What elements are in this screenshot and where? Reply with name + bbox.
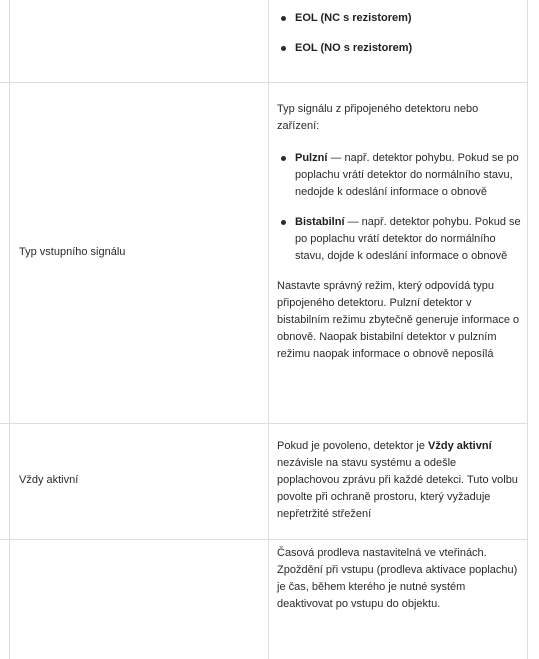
- bullet-desc: — např. detektor pohybu. Pokud se po poplachu vrátí detektor do normálního stavu, nedojde k odeslání informace o obnově: [295, 152, 519, 198]
- row-description: [277, 438, 521, 523]
- bullet-term: Pulzní: [295, 152, 328, 164]
- list-item: [277, 150, 521, 201]
- text-segment: Pokud je povoleno, detektor je: [277, 440, 429, 452]
- table-border-left: [9, 0, 10, 659]
- bullet-term: Bistabilní: [295, 216, 345, 228]
- text-segment: nezávisle na stavu systému a odešle poplachovou zprávu při každé detekci. Tuto volbu povolte při ochraně prostoru, který vyžaduje nepřetržité střežení: [277, 457, 518, 520]
- row-eol-options: [277, 10, 521, 57]
- description-text: [277, 438, 521, 523]
- bullet-term: EOL (NO s rezistorem): [295, 42, 413, 54]
- row-divider: [0, 539, 527, 540]
- column-divider: [268, 0, 269, 659]
- row-divider: [0, 423, 527, 424]
- list-item: [277, 40, 521, 57]
- row-label: Vždy aktivní: [19, 474, 79, 486]
- bullet-desc: — např. detektor pohybu. Pokud se po poplachu vrátí detektor do normálního stavu, dojde k odeslání informace o obnově: [295, 216, 521, 262]
- table-border-right: [527, 0, 528, 659]
- description-intro: Typ signálu z připojeného detektoru nebo zařízení:: [277, 103, 479, 132]
- row-description: [277, 101, 521, 363]
- bullet-term: EOL (NC s rezistorem): [295, 12, 412, 24]
- bullet-list: [277, 10, 521, 57]
- description-text: Časová prodleva nastavitelná ve vteřinách. Zpoždění při vstupu (prodleva aktivace poplachu) je čas, během kterého je nutné systém deaktivovat po vstupu do objektu.: [277, 547, 518, 610]
- row-description: [277, 545, 521, 613]
- bullet-list: [277, 150, 521, 265]
- row-divider: [0, 82, 527, 83]
- list-item: [277, 10, 521, 27]
- list-item: [277, 214, 521, 265]
- description-note: Nastavte správný režim, který odpovídá typu připojeného detektoru. Pulzní detektor v bistabilním režimu zbytečně generuje informace o obnově. Naopak bistabilní detektor v pulzním režimu naopak informace o obnově neposílá: [277, 280, 520, 360]
- text-emphasis: Vždy aktivní: [428, 440, 492, 452]
- row-label: Typ vstupního signálu: [19, 246, 126, 258]
